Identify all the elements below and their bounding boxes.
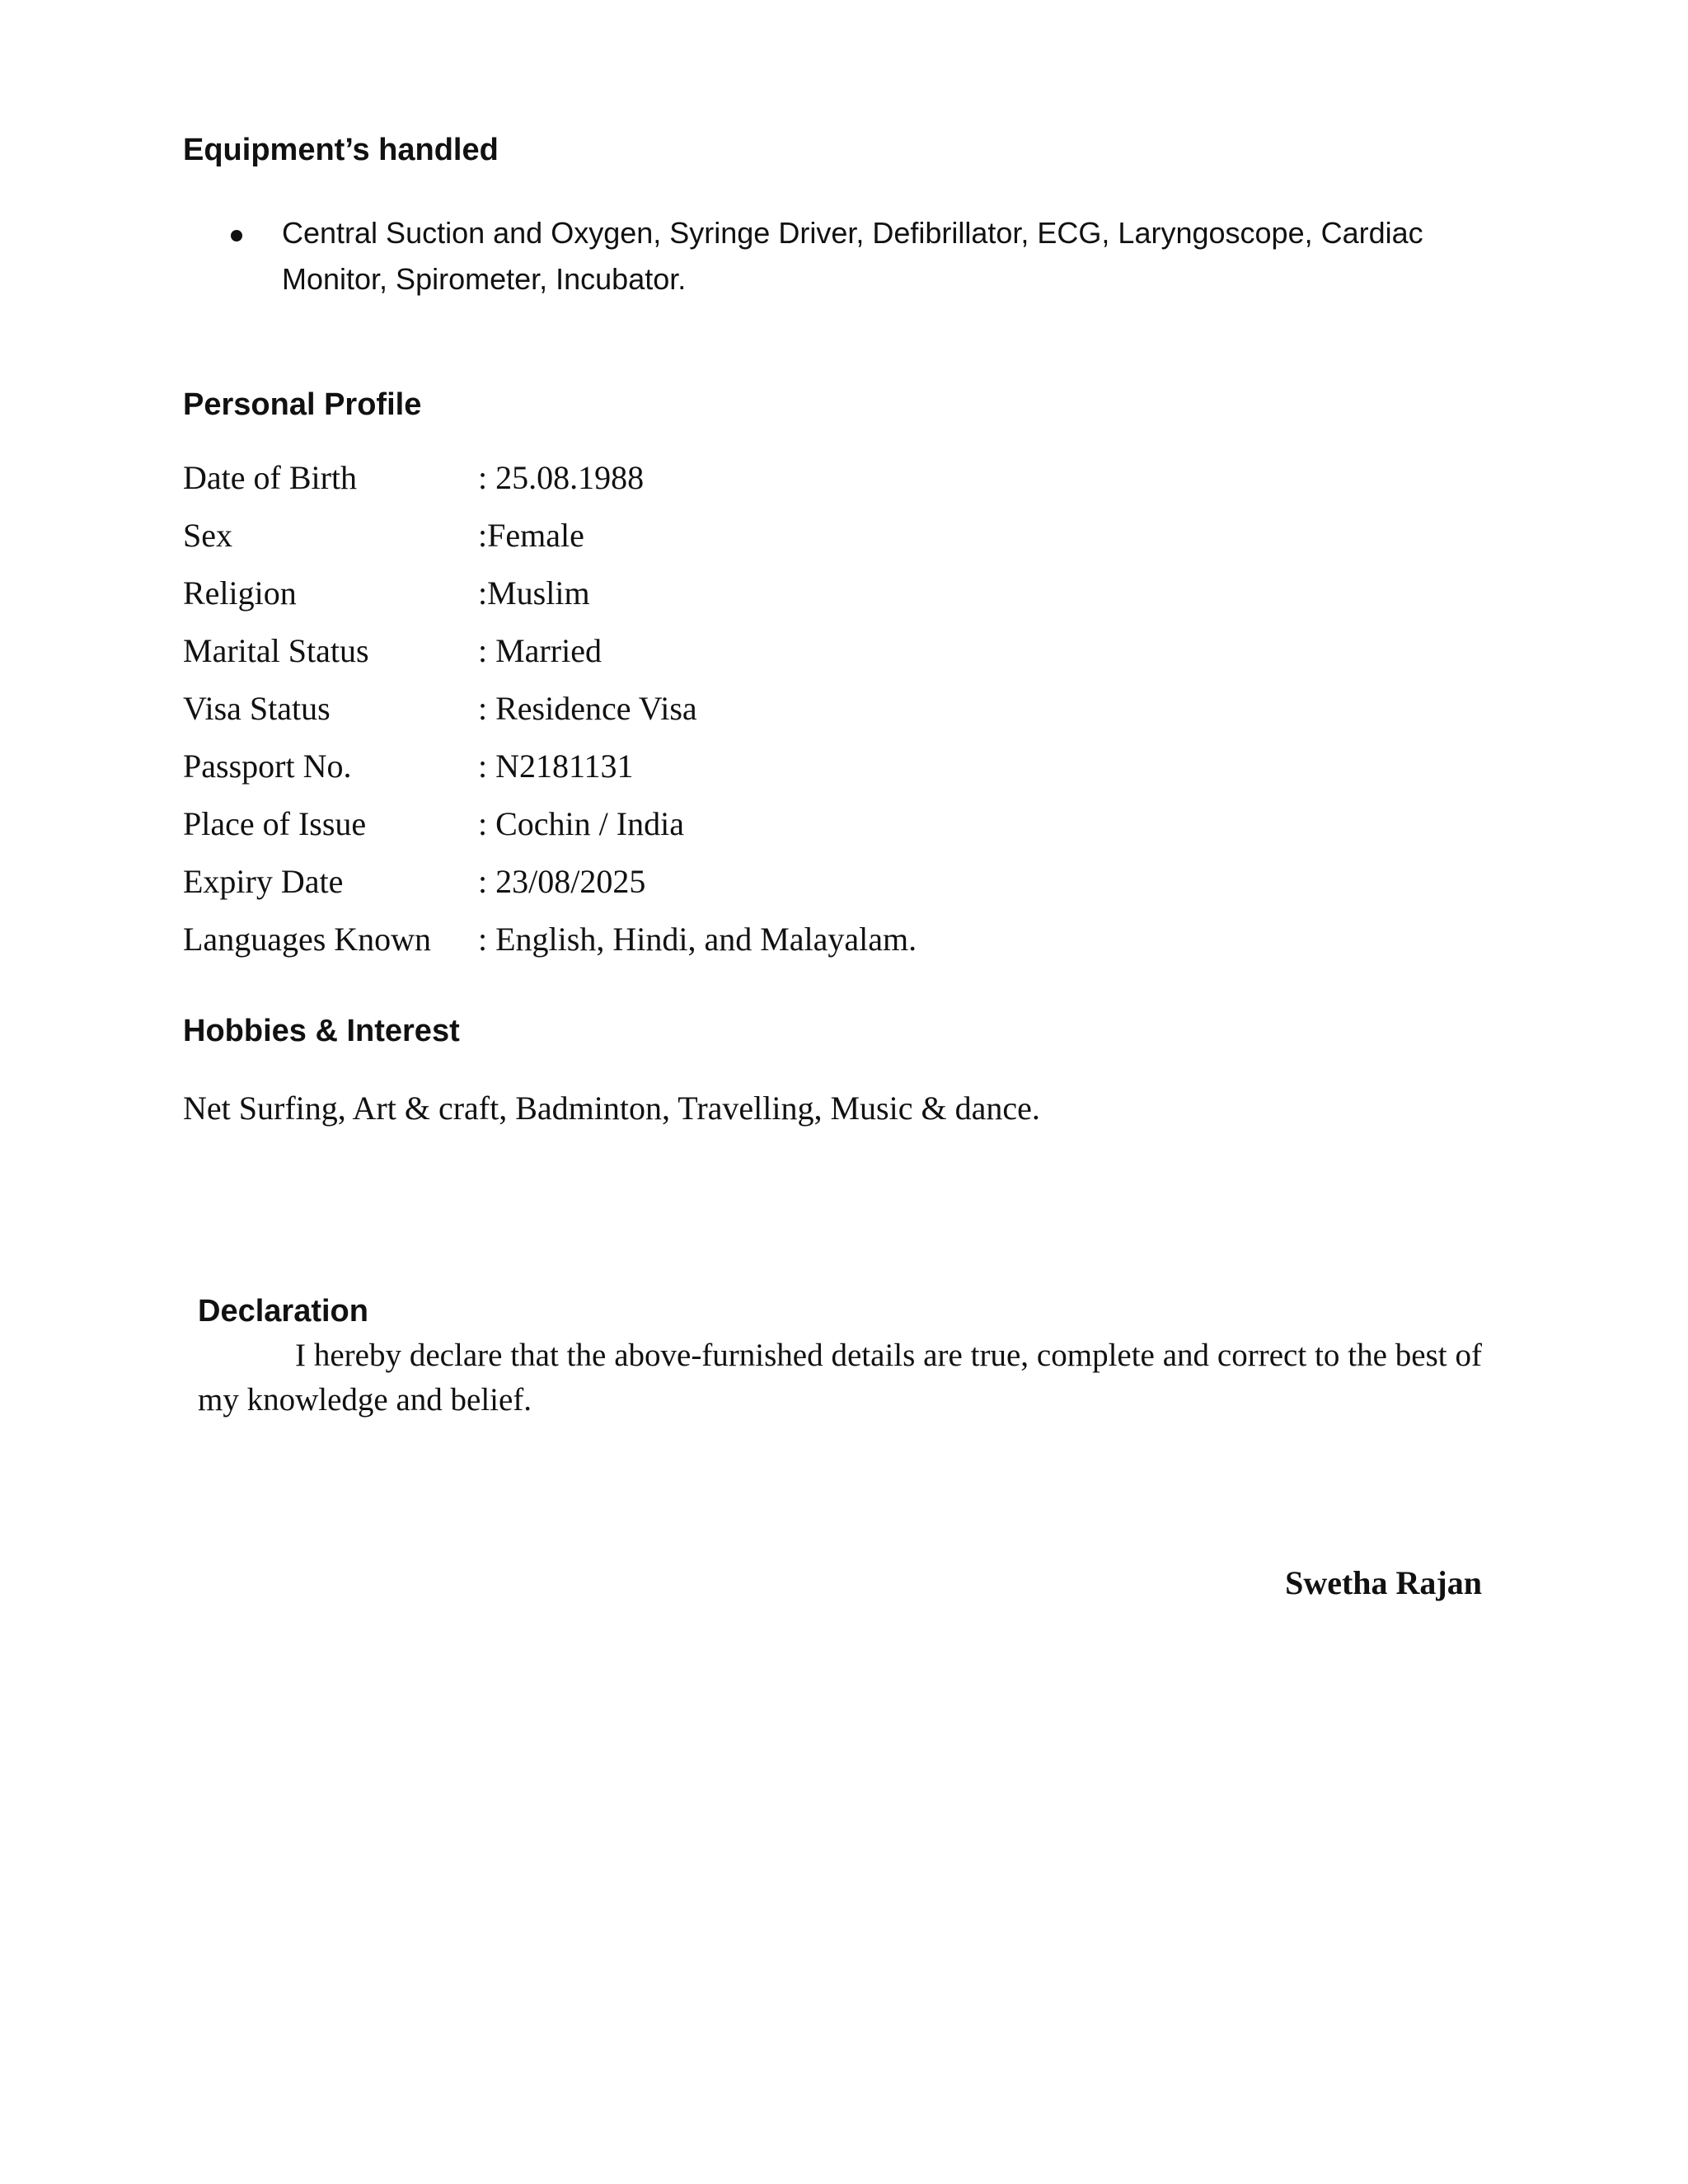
profile-row-visa-status <box>183 686 1172 743</box>
profile-label: Place of Issue <box>183 805 367 842</box>
equipment-heading: Equipment’s handled <box>183 133 499 167</box>
profile-label: Religion <box>183 574 297 612</box>
profile-value: : 25.08.1988 <box>478 459 645 496</box>
profile-row-date-of-birth <box>183 455 1172 513</box>
profile-row-place-of-issue <box>183 801 1172 859</box>
profile-label: Expiry Date <box>183 863 344 900</box>
profile-label: Marital Status <box>183 632 369 669</box>
profile-row-religion <box>183 570 1172 628</box>
personal-profile-table <box>183 455 1172 974</box>
profile-row-languages-known <box>183 916 1172 974</box>
profile-value: :Female <box>478 517 584 554</box>
profile-value: : English, Hindi, and Malayalam. <box>478 921 917 958</box>
declaration-text: I hereby declare that the above-furnished details are true, complete and correct to the best of my knowledge and belief. <box>198 1338 1482 1418</box>
profile-value: : Cochin / India <box>478 805 684 842</box>
profile-value: : N2181131 <box>478 748 634 785</box>
hobbies-heading: Hobbies & Interest <box>183 1014 460 1048</box>
hobbies-text: Net Surfing, Art & craft, Badminton, Travelling, Music & dance. <box>183 1090 1040 1127</box>
equipment-list-text: Central Suction and Oxygen, Syringe Driver, Defibrillator, ECG, Laryngoscope, Cardiac Monitor, Spirometer, Incubator. <box>282 216 1423 296</box>
profile-value: : Residence Visa <box>478 690 697 727</box>
declaration-heading: Declaration <box>198 1294 368 1329</box>
profile-label: Languages Known <box>183 921 432 958</box>
profile-label: Visa Status <box>183 690 331 727</box>
profile-row-expiry-date <box>183 859 1172 916</box>
profile-value: : 23/08/2025 <box>478 863 646 900</box>
signature-name: Swetha Rajan <box>1285 1564 1482 1601</box>
profile-label: Passport No. <box>183 748 352 785</box>
profile-row-passport-no <box>183 743 1172 801</box>
profile-row-marital-status <box>183 628 1172 686</box>
bullet-icon <box>231 230 242 241</box>
profile-label: Date of Birth <box>183 459 358 496</box>
profile-value: : Married <box>478 632 602 669</box>
profile-label: Sex <box>183 517 232 554</box>
profile-row-sex <box>183 513 1172 570</box>
profile-value: :Muslim <box>478 574 590 612</box>
personal-profile-heading: Personal Profile <box>183 387 422 422</box>
